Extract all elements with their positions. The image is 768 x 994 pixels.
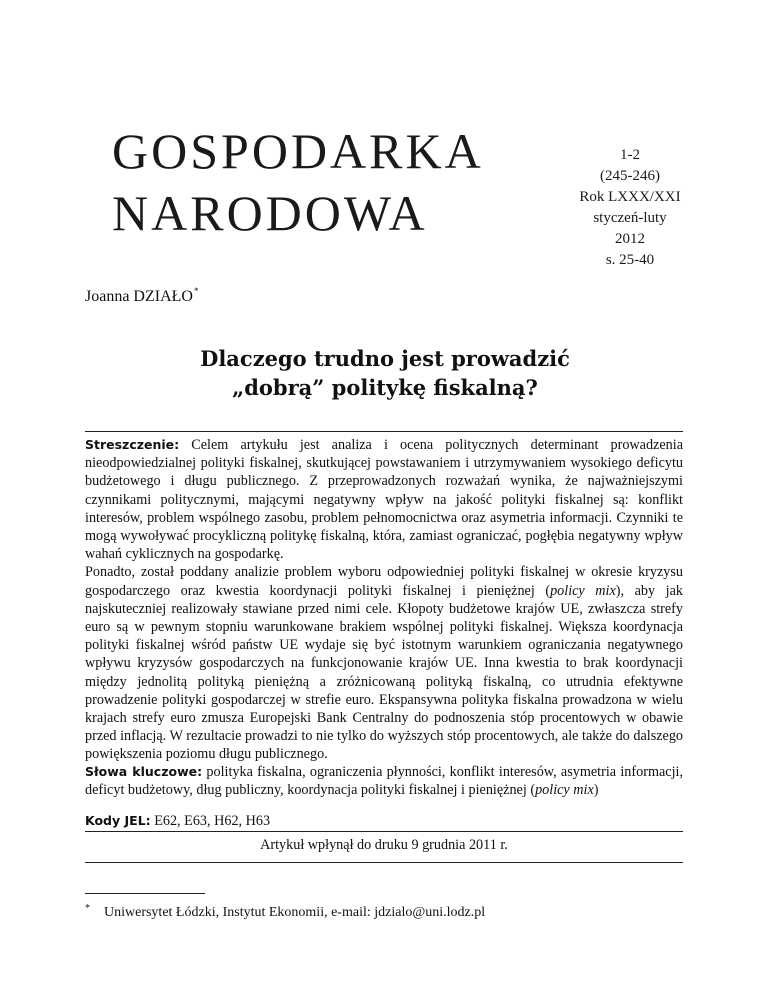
received-top-divider (85, 831, 683, 832)
keywords-close: ) (593, 782, 599, 799)
abstract-paragraph-2 (85, 563, 683, 763)
journal-title (112, 120, 512, 244)
issue-months: styczeń-luty (593, 210, 667, 226)
article-title-line-2: „dobrą” politykę fiskalną? (232, 375, 538, 400)
keywords-text: polityka fiskalna, ograniczenia płynności, konflikt interesów, asymetria informacji, deficyt budżetowy, dług publiczny, koordynacja polityki fiskalnej i pieniężnej ( (85, 764, 684, 799)
issue-info (560, 145, 700, 271)
abstract-label: Streszczenie: (85, 437, 180, 452)
abstract-policy-mix: policy mix (550, 582, 616, 599)
abstract (85, 436, 683, 764)
journal-title-line-1: GOSPODARKA (112, 123, 484, 179)
received-date: Artykuł wpłynął do druku 9 grudnia 2011 r. (260, 837, 508, 853)
abstract-text-2b: ), aby jak najskuteczniej realizowały stawiane przed nimi cele. Kłopoty budżetowe krajów UE, zwłaszcza strefy euro są w pewnym stopniu warunkowane brakiem wspólnej polityki fiskalnej. Większa koordynacja polityki fiskalnej wśród państw UE wydaje się być istotnym warunkiem ograniczania negatywnego wpływu kryzysów gospodarczych na funkcjonowanie krajów UE. Inna kwestia to brak koordynacji między jednolitą polityką pieniężną a zróżnicowaną polityką fiskalną, co utrudnia efektywne prowadzenie polityki gospodarczej w strefie euro. Ekspansywna polityka fiskalna prowadzona w wielu krajach strefy euro zmusza Europejski Bank Centralny do podnoszenia stóp procentowych w obawie przed inflacją. W rezultacie prowadzi to nie tylko do wyższych stóp procentowych, ale także do dalszego powiększenia poziomu długu publicznego. (85, 582, 683, 763)
article-title (150, 344, 620, 402)
author-footnote-mark: * (193, 286, 199, 296)
footnote-mark: * (85, 903, 90, 914)
issue-number: 1-2 (620, 147, 640, 163)
footnote-text: Uniwersytet Łódzki, Instytut Ekonomii, e-mail: jdzialo@uni.lodz.pl (104, 905, 486, 920)
received-bottom-divider (85, 862, 683, 863)
issue-pages: s. 25-40 (605, 252, 655, 268)
top-divider (85, 431, 683, 432)
abstract-paragraph-1 (85, 436, 683, 563)
jel-label: Kody JEL: (85, 813, 151, 828)
author (85, 286, 198, 306)
abstract-text-2a: Ponadto, został poddany analizie problem wyboru odpowiedniej polityki fiskalnej w okresie kryzysu gospodarczego oraz kwestia koordynacji polityki fiskalnej i pieniężnej ( (85, 564, 683, 599)
jel-codes (85, 812, 683, 830)
issue-cumulative: (245-246) (600, 168, 660, 184)
jel-codes-text: E62, E63, H62, H63 (154, 813, 271, 829)
footnote (85, 903, 485, 921)
keywords-policy-mix: policy mix (535, 782, 594, 799)
footnote-divider (85, 893, 205, 894)
keywords-label: Słowa kluczowe: (85, 764, 203, 779)
author-name: Joanna DZIAŁO (85, 288, 193, 305)
issue-year: 2012 (615, 231, 645, 247)
article-title-line-1: Dlaczego trudno jest prowadzić (200, 346, 570, 371)
issue-year-volume: Rok LXXX/XXI (579, 189, 681, 205)
abstract-text-1: Celem artykułu jest analiza i ocena politycznych determinant prowadzenia nieodpowiedzialnej polityki fiskalnej, skutkującej powstawaniem i utrzymywaniem wysokiego deficytu budżetowego i długu publicznego. Z przeprowadzonych rozważań wynika, że najważniejszymi czynnikami politycznymi, mającymi negatywny wpływ na jakość polityki fiskalnej są: konflikt interesów, problem wspólnego zasobu, problem pełnomocnictwa oraz asymetria informacji. Czynniki te mogą wywoływać procykliczną politykę fiskalną, która, zamiast ograniczać, pogłębia negatywny wpływ wahań cyklicznych na gospodarkę. (85, 437, 683, 563)
keywords (85, 763, 683, 799)
journal-title-line-2: NARODOWA (112, 185, 428, 241)
